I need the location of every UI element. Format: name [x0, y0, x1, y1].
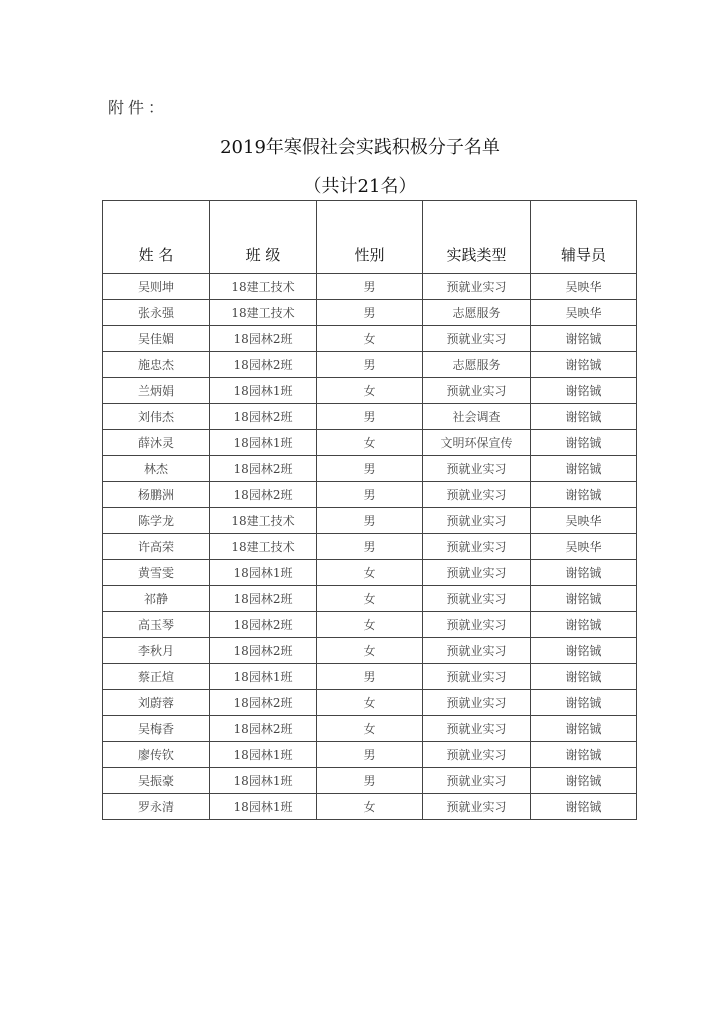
cell-practice-type: 预就业实习 — [423, 716, 531, 742]
table-row — [103, 638, 637, 664]
cell-gender: 女 — [317, 326, 423, 352]
cell-practice-type: 志愿服务 — [423, 352, 531, 378]
cell-name: 黄雪雯 — [103, 560, 210, 586]
cell-practice-type: 预就业实习 — [423, 508, 531, 534]
cell-gender: 女 — [317, 560, 423, 586]
cell-class: 18园林2班 — [210, 586, 317, 612]
cell-counselor: 谢铭铖 — [531, 586, 637, 612]
table-row — [103, 482, 637, 508]
cell-class: 18建工技术 — [210, 508, 317, 534]
table-row — [103, 690, 637, 716]
cell-name: 高玉琴 — [103, 612, 210, 638]
cell-gender: 女 — [317, 638, 423, 664]
cell-class: 18园林2班 — [210, 638, 317, 664]
cell-practice-type: 预就业实习 — [423, 794, 531, 820]
cell-counselor: 谢铭铖 — [531, 742, 637, 768]
cell-gender: 男 — [317, 274, 423, 300]
roster-table — [102, 200, 637, 820]
header-gender: 性别 — [317, 201, 423, 274]
cell-name: 兰炳娟 — [103, 378, 210, 404]
cell-name: 蔡正煊 — [103, 664, 210, 690]
cell-name: 施忠杰 — [103, 352, 210, 378]
cell-name: 薛沐灵 — [103, 430, 210, 456]
cell-counselor: 谢铭铖 — [531, 612, 637, 638]
cell-practice-type: 预就业实习 — [423, 534, 531, 560]
cell-class: 18园林2班 — [210, 482, 317, 508]
cell-practice-type: 预就业实习 — [423, 638, 531, 664]
cell-name: 吴梅香 — [103, 716, 210, 742]
cell-name: 许高荣 — [103, 534, 210, 560]
cell-practice-type: 社会调查 — [423, 404, 531, 430]
document-title: 2019年寒假社会实践积极分子名单 — [220, 137, 500, 158]
table-row — [103, 742, 637, 768]
cell-counselor: 谢铭铖 — [531, 690, 637, 716]
cell-practice-type: 预就业实习 — [423, 456, 531, 482]
cell-practice-type: 预就业实习 — [423, 690, 531, 716]
cell-name: 杨鹏洲 — [103, 482, 210, 508]
header-row — [103, 201, 637, 274]
cell-counselor: 谢铭铖 — [531, 404, 637, 430]
cell-class: 18园林1班 — [210, 742, 317, 768]
cell-gender: 女 — [317, 430, 423, 456]
cell-class: 18园林2班 — [210, 716, 317, 742]
roster-body — [103, 274, 637, 820]
cell-practice-type: 预就业实习 — [423, 378, 531, 404]
cell-counselor: 谢铭铖 — [531, 768, 637, 794]
cell-gender: 男 — [317, 482, 423, 508]
cell-class: 18园林1班 — [210, 430, 317, 456]
cell-name: 李秋月 — [103, 638, 210, 664]
cell-name: 祁静 — [103, 586, 210, 612]
cell-class: 18建工技术 — [210, 274, 317, 300]
cell-gender: 女 — [317, 378, 423, 404]
cell-practice-type: 文明环保宣传 — [423, 430, 531, 456]
cell-counselor: 谢铭铖 — [531, 378, 637, 404]
cell-class: 18园林1班 — [210, 560, 317, 586]
cell-gender: 男 — [317, 404, 423, 430]
cell-name: 刘蔚蓉 — [103, 690, 210, 716]
cell-name: 吴则坤 — [103, 274, 210, 300]
table-row — [103, 664, 637, 690]
table-row — [103, 794, 637, 820]
table-row — [103, 716, 637, 742]
cell-gender: 女 — [317, 586, 423, 612]
cell-gender: 男 — [317, 508, 423, 534]
table-row — [103, 274, 637, 300]
table-row — [103, 404, 637, 430]
cell-counselor: 谢铭铖 — [531, 664, 637, 690]
cell-name: 刘伟杰 — [103, 404, 210, 430]
cell-practice-type: 预就业实习 — [423, 586, 531, 612]
table-row — [103, 768, 637, 794]
cell-name: 罗永清 — [103, 794, 210, 820]
table-row — [103, 612, 637, 638]
cell-name: 陈学龙 — [103, 508, 210, 534]
cell-practice-type: 志愿服务 — [423, 300, 531, 326]
cell-name: 林杰 — [103, 456, 210, 482]
cell-counselor: 谢铭铖 — [531, 560, 637, 586]
cell-gender: 男 — [317, 664, 423, 690]
cell-gender: 男 — [317, 300, 423, 326]
cell-gender: 男 — [317, 534, 423, 560]
table-row — [103, 430, 637, 456]
cell-gender: 男 — [317, 352, 423, 378]
cell-counselor: 谢铭铖 — [531, 638, 637, 664]
cell-counselor: 吴映华 — [531, 300, 637, 326]
cell-class: 18园林2班 — [210, 326, 317, 352]
cell-counselor: 谢铭铖 — [531, 430, 637, 456]
cell-counselor: 谢铭铖 — [531, 456, 637, 482]
header-counselor: 辅导员 — [531, 201, 637, 274]
cell-name: 张永强 — [103, 300, 210, 326]
cell-gender: 男 — [317, 456, 423, 482]
cell-class: 18园林2班 — [210, 612, 317, 638]
table-row — [103, 326, 637, 352]
header-practice-type: 实践类型 — [423, 201, 531, 274]
table-row — [103, 378, 637, 404]
cell-counselor: 谢铭铖 — [531, 326, 637, 352]
cell-class: 18园林1班 — [210, 664, 317, 690]
cell-practice-type: 预就业实习 — [423, 326, 531, 352]
cell-practice-type: 预就业实习 — [423, 482, 531, 508]
header-class: 班 级 — [210, 201, 317, 274]
cell-gender: 女 — [317, 716, 423, 742]
cell-counselor: 吴映华 — [531, 274, 637, 300]
cell-practice-type: 预就业实习 — [423, 664, 531, 690]
cell-class: 18园林2班 — [210, 690, 317, 716]
cell-class: 18园林1班 — [210, 768, 317, 794]
cell-counselor: 吴映华 — [531, 508, 637, 534]
cell-practice-type: 预就业实习 — [423, 612, 531, 638]
cell-practice-type: 预就业实习 — [423, 768, 531, 794]
table-row — [103, 300, 637, 326]
cell-counselor: 谢铭铖 — [531, 716, 637, 742]
table-row — [103, 586, 637, 612]
cell-practice-type: 预就业实习 — [423, 274, 531, 300]
cell-name: 廖传钦 — [103, 742, 210, 768]
cell-gender: 女 — [317, 794, 423, 820]
cell-class: 18建工技术 — [210, 300, 317, 326]
table-row — [103, 560, 637, 586]
cell-practice-type: 预就业实习 — [423, 742, 531, 768]
cell-counselor: 谢铭铖 — [531, 794, 637, 820]
cell-class: 18建工技术 — [210, 534, 317, 560]
table-row — [103, 508, 637, 534]
cell-counselor: 谢铭铖 — [531, 482, 637, 508]
attachment-label: 附件： — [108, 98, 169, 117]
cell-gender: 男 — [317, 742, 423, 768]
cell-name: 吴佳媚 — [103, 326, 210, 352]
cell-class: 18园林1班 — [210, 794, 317, 820]
cell-name: 吴振豪 — [103, 768, 210, 794]
table-row — [103, 352, 637, 378]
table-row — [103, 456, 637, 482]
cell-class: 18园林2班 — [210, 456, 317, 482]
table-row — [103, 534, 637, 560]
cell-gender: 女 — [317, 690, 423, 716]
document-subtitle: （共计21名） — [303, 176, 417, 197]
cell-counselor: 吴映华 — [531, 534, 637, 560]
cell-class: 18园林1班 — [210, 378, 317, 404]
cell-practice-type: 预就业实习 — [423, 560, 531, 586]
cell-counselor: 谢铭铖 — [531, 352, 637, 378]
cell-class: 18园林2班 — [210, 352, 317, 378]
cell-gender: 男 — [317, 768, 423, 794]
cell-gender: 女 — [317, 612, 423, 638]
header-name: 姓 名 — [103, 201, 210, 274]
cell-class: 18园林2班 — [210, 404, 317, 430]
